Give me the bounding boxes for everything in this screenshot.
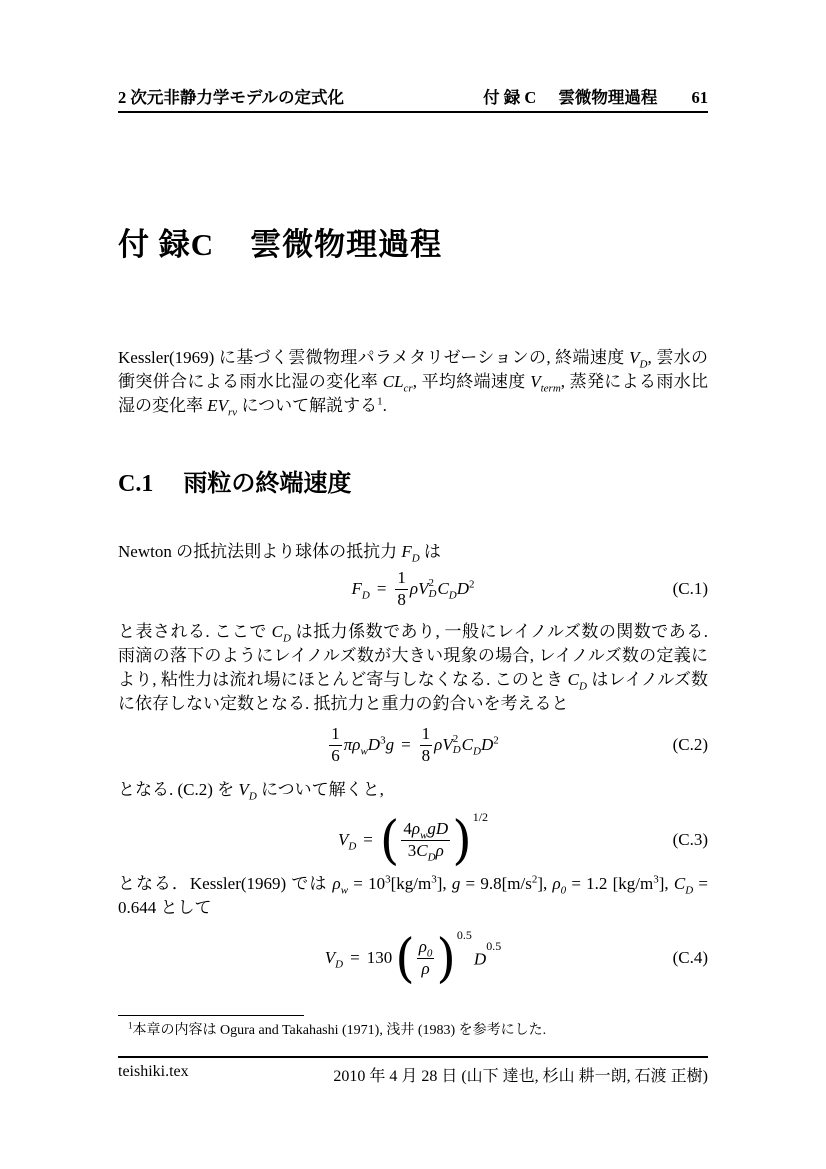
superscript: 3	[385, 873, 391, 886]
var-rho: ρ	[434, 735, 443, 754]
fraction-numerator: $4\rho_wgD$	[403, 819, 449, 842]
var-D: D	[480, 735, 494, 754]
equation-c2-body: $\frac{1}{6}$ π $\rho_w$ $D^3$ g = $\frac{1}{8}$ ρ V 2 D $C_D$ $D^2$	[331, 724, 499, 765]
footer-rule	[118, 1056, 708, 1058]
equation-c1	[118, 562, 708, 616]
inline-math-subscript: w	[340, 884, 349, 897]
equation-c3	[118, 804, 708, 876]
inline-math-var: V	[238, 780, 249, 799]
supsub-V: 2 D	[428, 577, 437, 600]
inline-math-var: CL	[382, 372, 404, 391]
right-paren: )	[436, 927, 456, 988]
supsub-V: 2 D	[452, 733, 461, 756]
var-V: V	[442, 735, 453, 754]
footer-filename: teishiki.tex	[118, 1063, 189, 1080]
exponent-half: 1/2	[472, 809, 489, 824]
superscript: 1	[128, 1020, 133, 1031]
inline-math-var: C	[271, 622, 283, 641]
inline-math-subscript: D	[282, 632, 291, 645]
equation-c4-body: $V_D$ = 130 ( $\frac{\rho_0}{\rho}$ ) $^{0.5}$ $D^{0.5}$	[324, 927, 502, 988]
inline-math-var: EV	[207, 396, 229, 415]
var-V: V	[337, 830, 349, 849]
equation-number-c4: (C.4)	[672, 948, 708, 967]
inline-math-var: V	[629, 348, 640, 367]
footer-date-authors: 2010 年 4 月 28 日 (山下 達也, 杉山 耕一朗, 石渡 正樹)	[333, 1068, 708, 1085]
var-g: g	[385, 735, 395, 754]
exponent-05: 0.5	[456, 927, 472, 942]
newton-paragraph: Newton の抵抗法則より球体の抵抗力 $F_D$ は	[118, 542, 441, 565]
running-header	[118, 86, 708, 113]
var-rho-w: ρ	[352, 735, 361, 754]
sup-3: 3	[380, 734, 386, 747]
equals-sign: =	[401, 735, 411, 754]
header-chapter-title: 雲微物理過程	[558, 88, 658, 107]
var-F: F	[351, 579, 362, 598]
inline-math-subscript: rv	[228, 406, 238, 419]
inline-math-var: F	[401, 542, 412, 561]
left-paren: (	[379, 809, 400, 870]
body-paragraph-solve: となる. (C.2) を $V_D$ について解くと,	[118, 780, 384, 803]
var-V: V	[418, 579, 429, 598]
fraction-denominator: $3C_D\rho$	[401, 840, 450, 861]
equals-sign: =	[376, 579, 387, 598]
var-rho: ρ	[409, 579, 419, 598]
header-left-text: 2 次元非静力学モデルの定式化	[118, 88, 345, 107]
equation-number-c1: (C.1)	[672, 579, 708, 598]
inline-math-subscript: D	[411, 552, 420, 565]
inline-math-var: V	[530, 372, 541, 391]
section-number: C.1	[118, 471, 154, 497]
inline-math-subscript: cr	[403, 382, 413, 395]
var-D: D	[367, 735, 381, 754]
sub-D: D	[361, 589, 370, 602]
var-C: C	[437, 579, 449, 598]
var-V: V	[324, 948, 336, 967]
footnote-text: $^1$本章の内容は Ogura and Takahashi (1971), 浅井 (1983) を参考にした.	[128, 1020, 547, 1038]
fraction-numerator: 1	[397, 568, 406, 588]
superscript: 1	[377, 395, 383, 408]
inline-math-var: C	[673, 874, 686, 893]
equation-c1-body	[351, 568, 474, 609]
chapter-heading	[118, 219, 708, 264]
fraction-one-eighth: $\frac{1}{8}$	[421, 724, 431, 765]
equation-c2	[118, 718, 708, 772]
inline-math-subscript: D	[685, 884, 694, 897]
inline-math-subscript: D	[579, 680, 587, 693]
fraction-one-sixth: $\frac{1}{6}$	[331, 724, 340, 765]
body-paragraph-kessler: となる．Kessler(1969) では $\rho_w = 10^3[kg/m^3]$, $g = 9.8[m/s^2]$, $\rho_0 = 1.2$ $[kg/m^3]$, $C_D = 0.644$ として	[118, 873, 709, 917]
left-paren: (	[395, 927, 415, 988]
section-title-text: 雨粒の終端速度	[183, 471, 352, 497]
var-pi: π	[343, 735, 353, 754]
fraction-denominator: 8	[397, 589, 406, 609]
exponent-D-05: 0.5	[486, 938, 502, 953]
fraction-density-ratio	[417, 937, 435, 978]
inline-math-var: g	[451, 874, 461, 893]
sup-2: 2	[469, 578, 475, 591]
body-paragraph-drag: と表される. ここで $C_D$ は抵力係数であり, 一般にレイノルズ数の関数である. 雨滴の落下のようにレイノルズ数が大きい現象の場合, レイノルズ数の定義により, 粘性力は流れ場にほとんど寄与しなくなる. このとき $C_D$ はレイノルズ数に依存しない定数となる. 抵抗力と重力の釣合いを考えると	[118, 622, 708, 713]
var-D: D	[456, 579, 470, 598]
superscript: 2	[531, 873, 538, 886]
inline-math-var: ρ	[332, 874, 341, 893]
var-D: D	[473, 949, 487, 969]
section-heading	[118, 463, 708, 498]
var-C: C	[461, 735, 474, 754]
equals-sign: =	[350, 948, 360, 967]
footnote-rule	[118, 1015, 304, 1016]
page-number: 61	[691, 88, 708, 107]
inline-math-subscript: D	[248, 790, 257, 803]
inline-math-var: ρ	[552, 874, 561, 893]
chapter-title-text: 雲微物理過程	[250, 227, 443, 262]
fraction-numerator: $\rho_0$	[418, 937, 433, 960]
sup-2: 2	[493, 734, 499, 747]
equation-c3-body: $V_D$ = ( $\frac{4\rho_wgD}{3C_D\rho}$ ) $^{1/2}$	[337, 809, 489, 870]
page-footer	[118, 1063, 708, 1086]
inline-math-subscript: D	[639, 358, 648, 371]
equals-sign: =	[363, 830, 373, 849]
superscript: 3	[653, 873, 659, 886]
fraction-terminal-velocity	[401, 819, 450, 863]
fraction-denominator: ρ	[417, 958, 435, 979]
inline-math-subscript: 0	[560, 884, 567, 897]
sub-D: D	[448, 589, 457, 602]
inline-math-subscript: term	[540, 382, 561, 395]
right-paren: )	[452, 809, 472, 870]
fraction-one-eighth	[395, 568, 408, 609]
equation-number-c2: (C.2)	[672, 735, 708, 754]
chapter-label: 付 録C	[118, 227, 215, 262]
equation-c4	[118, 922, 708, 994]
intro-paragraph: Kessler(1969) に基づく雲微物理パラメタリゼーションの, 終端速度 $V_D$, 雲水の衝突併合による雨水比湿の変化率 $CL_{cr}$, 平均終端速度 $V_{term}$, 蒸発による雨水比湿の変化率 $EV_{rv}$ について解説する$^1$.	[118, 348, 709, 419]
header-right-group	[483, 84, 708, 108]
superscript: 3	[431, 873, 437, 886]
equation-number-c3: (C.3)	[672, 830, 708, 849]
header-appendix-label: 付 録 C	[483, 88, 537, 107]
inline-math-var: C	[567, 670, 579, 689]
coefficient-130: 130	[366, 948, 393, 967]
